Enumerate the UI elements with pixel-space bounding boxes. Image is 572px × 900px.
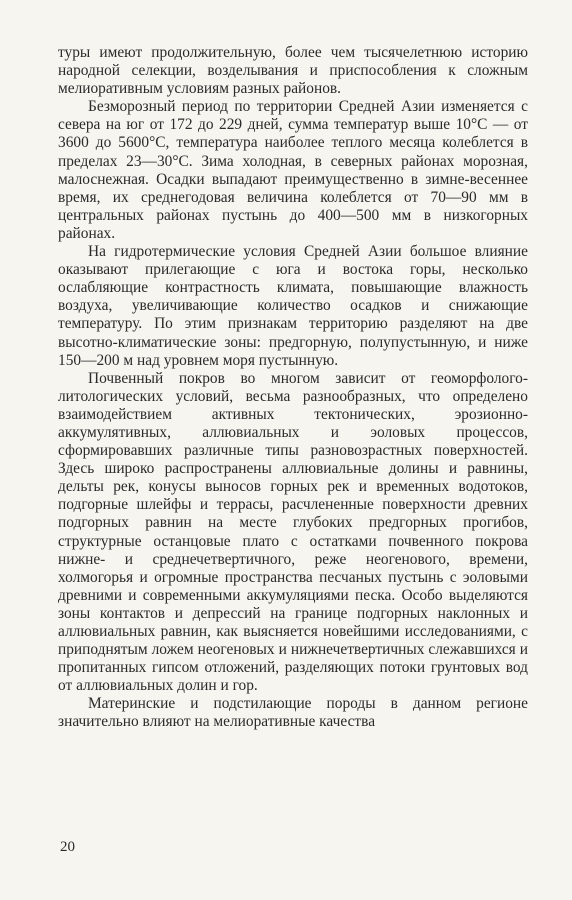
paragraph-parent-rocks: Материнские и подстилающие породы в данном регионе значительно влияют на мелиоративные качества (58, 695, 528, 731)
page-number: 20 (60, 839, 75, 855)
paragraph-continuation: туры имеют продолжительную, более чем тысячелетнюю историю народной селекции, возделывания и приспособления к сложным мелиоративным условиям разных районов. (58, 44, 528, 98)
paragraph-hydrothermal-conditions: На гидротермические условия Средней Азии большое влияние оказывают прилегающие с юга и востока горы, несколько ослабляющие контрастность климата, повышающие влажность воздуха, увеличивающие количество осадков и снижающие температуру. По этим признакам территорию разделяют на две высотно-климатические зоны: предгорную, полупустынную, и ниже 150—200 м над уровнем моря пустынную. (58, 243, 528, 369)
page-body (58, 44, 528, 732)
paragraph-frost-free-period: Безморозный период по территории Средней Азии изменяется с севера на юг от 172 до 229 дней, сумма температур выше 10°С — от 3600 до 5600°С, температура наиболее теплого месяца колеблется в пределах 23—30°С. Зима холодная, в северных районах морозная, малоснежная. Осадки выпадают преимущественно в зимне-весеннее время, их среднегодовая величина колеблется от 70—90 мм в центральных районах пустынь до 400—500 мм в низкогорных районах. (58, 98, 528, 242)
paragraph-soil-cover: Почвенный покров во многом зависит от геоморфолого-литологических условий, весьма разнообразных, что определено взаимодействием активных тектонических, эрозионно-аккумулятивных, аллювиальных и эоловых процессов, сформировавших различные типы разновозрастных поверхностей. Здесь широко распространены аллювиальные долины и равнины, дельты рек, конусы выносов горных рек и временных водотоков, подгорные шлейфы и террасы, расчлененные поверхности древних подгорных равнин на месте глубоких предгорных прогибов, структурные останцовые плато с остатками почвенного покрова нижне- и среднечетвертичного, реже неогенового, времени, холмогорья и огромные пространства песчаных пустынь с эоловыми древними и современными аккумуляциями песка. Особо выделяются зоны контактов и депрессий на границе подгорных наклонных и аллювиальных равнин, как выясняется новейшими исследованиями, с приподнятым ложем неогеновых и нижнечетвертичных слежавшихся и пропитанных гипсом отложений, разделяющих потоки грунтовых вод от аллювиальных долин и гор. (58, 369, 528, 695)
